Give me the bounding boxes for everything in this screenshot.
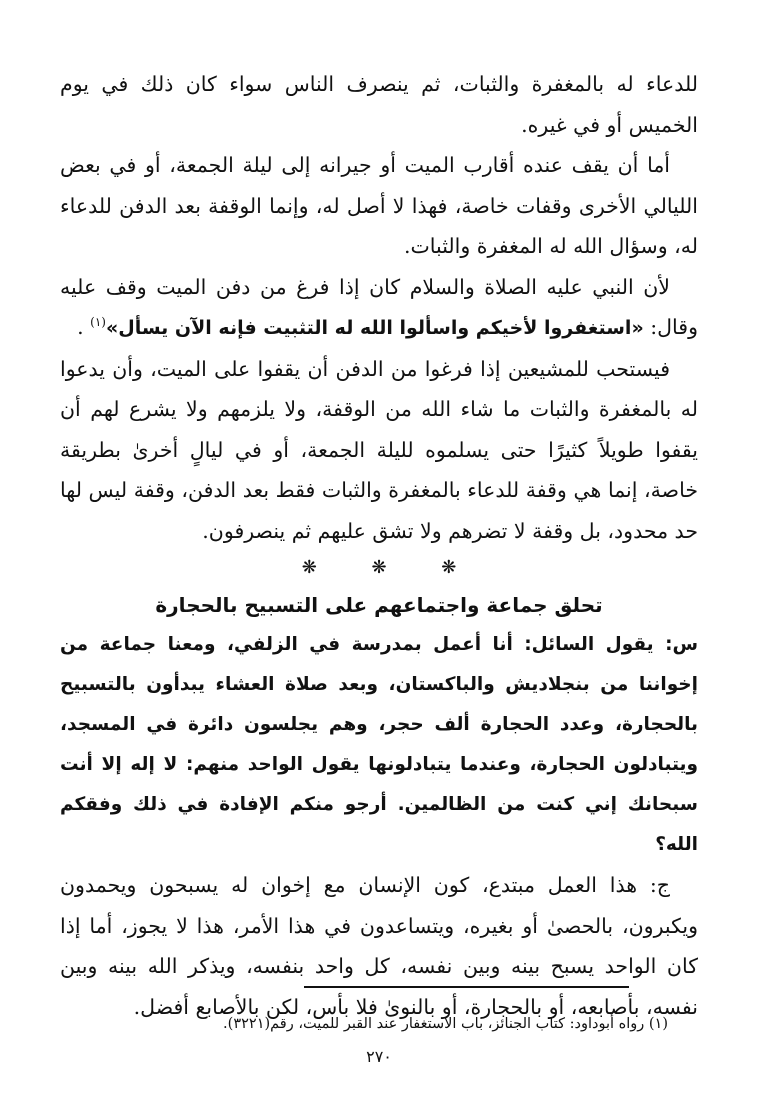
paragraph-3-end: . bbox=[77, 315, 84, 339]
question-paragraph: س: يقول السائل: أنا أعمل بمدرسة في الزلفي، ومعنا جماعة من إخواننا من بنجلاديش والباكستان، وبعد صلاة العشاء يبدأون بالتسبيح بالحجارة، وعدد الحجارة ألف حجر، وهم يجلسون دائرة في المسجد، ويتبادلون الحجارة، وعندما يتبادلونها يقول الواحد منهم: لا إله إلا أنت سبحانك إني كنت من الظالمين. أرجو منكم الإفادة في ذلك وفقكم الله؟ bbox=[60, 634, 698, 855]
paragraph-4: فيستحب للمشيعين إذا فرغوا من الدفن أن يقفوا على الميت، وأن يدعوا له بالمغفرة والثبات ما شاء الله من الوقفة، ولا يلزمهم ولا يشرع لهم أن يقفوا طويلاً كثيرًا حتى يسلموه لليلة الجمعة، أو في ليالٍ أخرىٰ بطريقة خاصة، إنما هي وقفة للدعاء بالمغفرة والثبات فقط بعد الدفن، وقفة ليس لها حد محدود، بل وقفة لا تضرهم ولا تشق عليهم ثم ينصرفون. bbox=[60, 356, 698, 543]
paragraph-3-text: لأن النبي عليه الصلاة والسلام كان إذا فرغ من دفن الميت وقف عليه وقال: bbox=[60, 274, 698, 339]
answer-paragraph: ج: هذا العمل مبتدع، كون الإنسان مع إخوان له يسبحون ويحمدون ويكبرون، بالحصىٰ أو بغيره، ويتساعدون في هذا الأمر، هذا لا يجوز، أما إذا كان الواحد يسبح بينه وبين نفسه، كل واحد بنفسه، ويذكر الله بينه وبين نفسه، بأصابعه، أو بالحجارة، أو بالنوىٰ فلا بأس، لكن بالأصابع أفضل. bbox=[60, 873, 698, 1019]
separator-star: ❋ bbox=[371, 557, 387, 578]
section-heading: تحلق جماعة واجتماعهم على التسبيح بالحجارة bbox=[155, 593, 603, 617]
paragraph-1: للدعاء له بالمغفرة والثبات، ثم ينصرف الناس سواء كان ذلك في يوم الخميس أو في غيره. bbox=[60, 72, 698, 137]
section-separator bbox=[60, 551, 698, 585]
separator-star: ❋ bbox=[441, 557, 457, 578]
footnote: (١) رواه أبوداود: كتاب الجنائز، باب الاستغفار عند القبر للميت، رقم(٣٢٢١). bbox=[223, 1016, 668, 1032]
paragraph-2: أما أن يقف عنده أقارب الميت أو جيرانه إلى ليلة الجمعة، أو في بعض الليالي الأخرى وقفات خاصة، فهذا لا أصل له، وإنما الوقفة بعد الدفن للدعاء له، وسؤال الله له المغفرة والثبات. bbox=[60, 153, 698, 258]
separator-star: ❋ bbox=[301, 557, 317, 578]
page-body bbox=[60, 64, 698, 1027]
footnote-reference: (١) bbox=[90, 315, 106, 330]
page-number: ٢٧٠ bbox=[366, 1047, 392, 1066]
paragraph-3 bbox=[60, 267, 698, 349]
hadith-quote: «استغفروا لأخيكم واسألوا الله له التثبيت فإنه الآن يسأل» bbox=[105, 317, 644, 339]
footnote-divider bbox=[304, 986, 629, 988]
